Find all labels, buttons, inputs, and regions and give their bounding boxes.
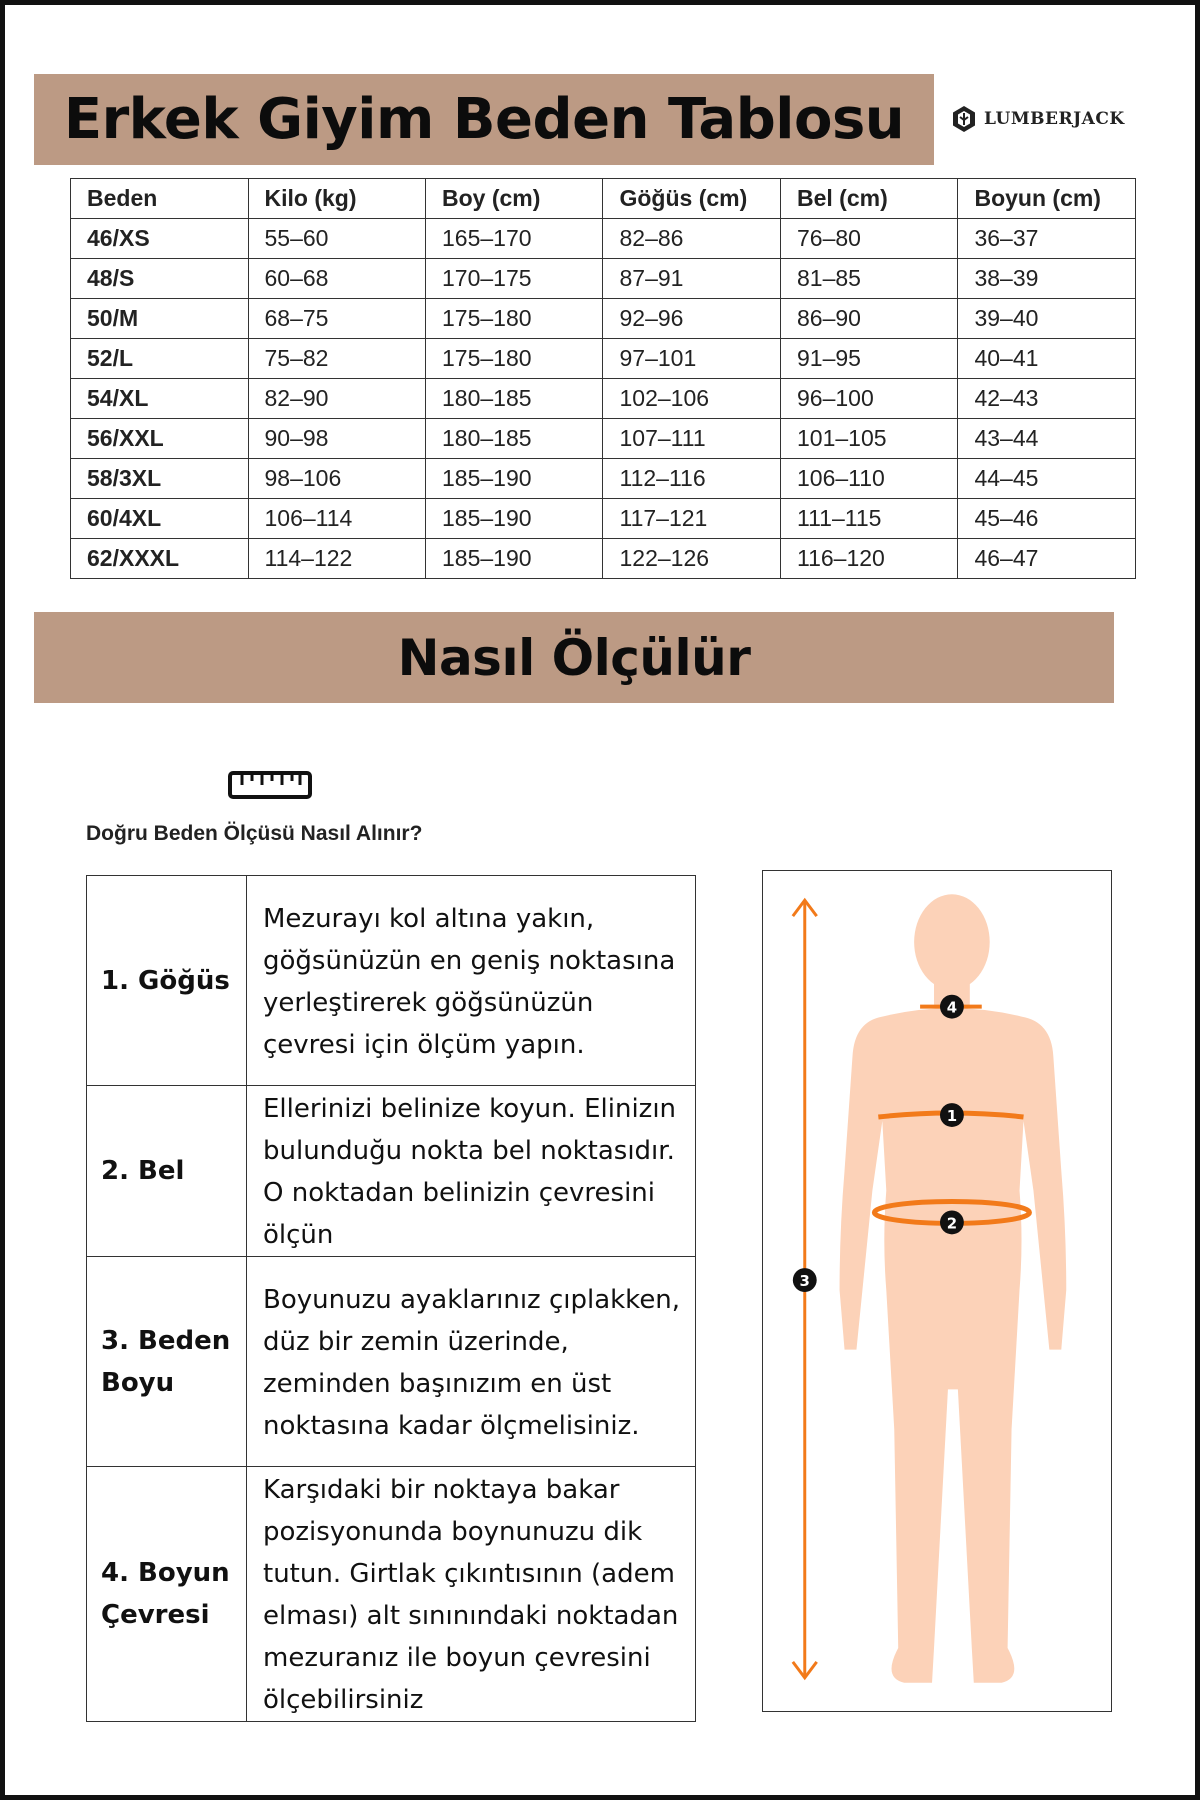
table-cell: 180–185 [426, 379, 603, 419]
svg-text:3: 3 [799, 1272, 810, 1291]
column-header: Bel (cm) [780, 179, 957, 219]
table-cell: 46–47 [958, 539, 1136, 579]
lumberjack-logo-icon [950, 105, 978, 133]
how-to-table [86, 875, 696, 1722]
size-label-cell: 46/XS [71, 219, 249, 259]
body-silhouette [763, 871, 1111, 1711]
table-cell: 102–106 [603, 379, 781, 419]
size-label-cell: 54/XL [71, 379, 249, 419]
column-header: Beden [71, 179, 249, 219]
table-cell: 75–82 [248, 339, 425, 379]
column-header: Boy (cm) [426, 179, 603, 219]
table-cell: 98–106 [248, 459, 425, 499]
table-cell: 90–98 [248, 419, 425, 459]
size-label-cell: 50/M [71, 299, 249, 339]
table-cell: 165–170 [426, 219, 603, 259]
brand-logo [950, 102, 1125, 136]
column-header: Kilo (kg) [248, 179, 425, 219]
table-cell: 60–68 [248, 259, 425, 299]
marker-1 [940, 1103, 964, 1127]
table-cell: 106–110 [780, 459, 957, 499]
table-cell: 112–116 [603, 459, 781, 499]
table-row [71, 419, 1136, 459]
table-cell: 45–46 [958, 499, 1136, 539]
step-label: 2. Bel [87, 1086, 247, 1257]
table-row [71, 259, 1136, 299]
step-row [87, 876, 696, 1086]
table-cell: 92–96 [603, 299, 781, 339]
step-label: 3. Beden Boyu [87, 1257, 247, 1467]
table-cell: 180–185 [426, 419, 603, 459]
size-label-cell: 62/XXXL [71, 539, 249, 579]
table-cell: 91–95 [780, 339, 957, 379]
table-cell: 116–120 [780, 539, 957, 579]
size-label-cell: 48/S [71, 259, 249, 299]
marker-4 [940, 995, 964, 1019]
step-row [87, 1257, 696, 1467]
table-cell: 38–39 [958, 259, 1136, 299]
section-title: Nasıl Ölçülür [397, 628, 751, 687]
table-cell: 106–114 [248, 499, 425, 539]
table-row [71, 499, 1136, 539]
step-row [87, 1467, 696, 1722]
step-label: 1. Göğüs [87, 876, 247, 1086]
table-cell: 185–190 [426, 539, 603, 579]
brand-name: LUMBERJACK [984, 109, 1125, 129]
table-cell: 122–126 [603, 539, 781, 579]
table-cell: 86–90 [780, 299, 957, 339]
ruler-icon [228, 770, 312, 800]
table-row [71, 539, 1136, 579]
table-cell: 87–91 [603, 259, 781, 299]
table-row [71, 379, 1136, 419]
table-cell: 96–100 [780, 379, 957, 419]
step-row [87, 1086, 696, 1257]
table-cell: 175–180 [426, 339, 603, 379]
table-cell: 81–85 [780, 259, 957, 299]
table-cell: 101–105 [780, 419, 957, 459]
size-label-cell: 60/4XL [71, 499, 249, 539]
table-cell: 82–86 [603, 219, 781, 259]
table-cell: 82–90 [248, 379, 425, 419]
step-text: Mezurayı kol altına yakın, göğsünüzün en geniş noktasına yerleştirerek göğsünüzün çevresi için ölçüm yapın. [247, 876, 696, 1086]
table-cell: 117–121 [603, 499, 781, 539]
table-cell: 68–75 [248, 299, 425, 339]
page-title: Erkek Giyim Beden Tablosu [63, 87, 905, 152]
table-cell: 97–101 [603, 339, 781, 379]
svg-text:4: 4 [946, 998, 958, 1017]
step-text: Boyunuzu ayaklarınız çıplakken, düz bir zemin üzerinde, zeminden başınızım en üst noktasına kadar ölçmelisiniz. [247, 1257, 696, 1467]
how-to-banner [34, 612, 1114, 703]
svg-text:2: 2 [946, 1214, 958, 1233]
table-cell: 40–41 [958, 339, 1136, 379]
table-row [71, 299, 1136, 339]
size-label-cell: 58/3XL [71, 459, 249, 499]
table-cell: 185–190 [426, 499, 603, 539]
table-cell: 185–190 [426, 459, 603, 499]
step-text: Karşıdaki bir noktaya bakar pozisyonunda boynunuzu dik tutun. Girtlak çıkıntısının (adem elması) alt sınınındaki noktadan mezuranız ile boyun çevresini ölçebilirsiniz [247, 1467, 696, 1722]
column-header: Boyun (cm) [958, 179, 1136, 219]
how-to-subtitle: Doğru Beden Ölçüsü Nasıl Alınır? [86, 822, 423, 845]
table-cell: 39–40 [958, 299, 1136, 339]
table-row [71, 219, 1136, 259]
table-cell: 175–180 [426, 299, 603, 339]
size-label-cell: 56/XXL [71, 419, 249, 459]
header-banner [34, 74, 934, 165]
svg-text:1: 1 [946, 1106, 958, 1125]
body-figure [762, 870, 1112, 1712]
table-cell: 44–45 [958, 459, 1136, 499]
table-cell: 107–111 [603, 419, 781, 459]
column-header: Göğüs (cm) [603, 179, 781, 219]
table-cell: 170–175 [426, 259, 603, 299]
marker-3 [793, 1268, 817, 1292]
table-cell: 55–60 [248, 219, 425, 259]
step-text: Ellerinizi belinize koyun. Elinizın bulunduğu nokta bel noktasıdır. O noktadan belinizin çevresini ölçün [247, 1086, 696, 1257]
step-label: 4. Boyun Çevresi [87, 1467, 247, 1722]
size-table [70, 178, 1136, 579]
table-row [71, 339, 1136, 379]
size-label-cell: 52/L [71, 339, 249, 379]
table-cell: 42–43 [958, 379, 1136, 419]
table-row [71, 459, 1136, 499]
table-cell: 43–44 [958, 419, 1136, 459]
table-cell: 36–37 [958, 219, 1136, 259]
marker-2 [940, 1210, 964, 1234]
table-header-row [71, 179, 1136, 219]
table-cell: 111–115 [780, 499, 957, 539]
table-cell: 114–122 [248, 539, 425, 579]
table-cell: 76–80 [780, 219, 957, 259]
